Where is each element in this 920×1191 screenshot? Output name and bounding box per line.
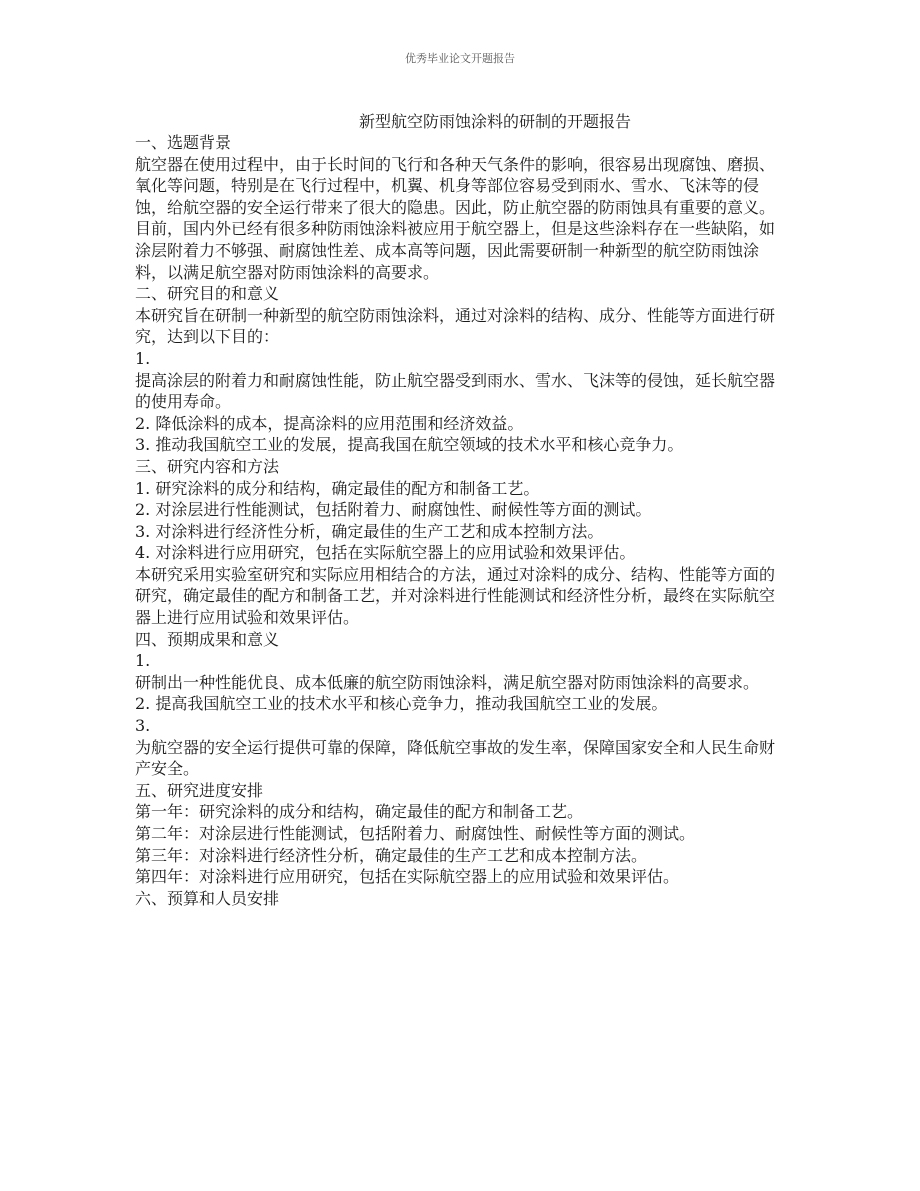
paragraph: 本研究旨在研制一种新型的航空防雨蚀涂料，通过对涂料的结构、成分、性能等方面进行研究，达到以下目的： <box>135 305 776 347</box>
list-item: 2. 提高我国航空工业的技术水平和核心竞争力，推动我国航空工业的发展。 <box>135 694 668 714</box>
paragraph: 本研究采用实验室研究和实际应用相结合的方法，通过对涂料的成分、结构、性能等方面的研究，确定最佳的配方和制备工艺，并对涂料进行性能测试和经济性分析，最终在实际航空器上进行应用试验和效果评估。 <box>135 564 776 628</box>
paragraph: 研制出一种性能优良、成本低廉的航空防雨蚀涂料，满足航空器对防雨蚀涂料的高要求。 <box>135 672 760 692</box>
paragraph: 提高涂层的附着力和耐腐蚀性能，防止航空器受到雨水、雪水、飞沫等的侵蚀，延长航空器的使用寿命。 <box>135 370 776 412</box>
list-item: 2. 降低涂料的成本，提高涂料的应用范围和经济效益。 <box>135 413 524 433</box>
section-heading: 一、选题背景 <box>135 133 232 152</box>
paragraph: 目前，国内外已经有很多种防雨蚀涂料被应用于航空器上，但是这些涂料存在一些缺陷，如涂层附着力不够强、耐腐蚀性差、成本高等问题，因此需要研制一种新型的航空防雨蚀涂料，以满足航空器对防雨蚀涂料的高要求。 <box>135 219 776 282</box>
list-number: 3. <box>135 716 151 736</box>
section-heading: 二、研究目的和意义 <box>135 284 280 304</box>
schedule-item: 第二年：对涂层进行性能测试，包括附着力、耐腐蚀性、耐候性等方面的测试。 <box>135 824 696 843</box>
schedule-item: 第一年：研究涂料的成分和结构，确定最佳的配方和制备工艺。 <box>135 802 584 822</box>
document-body <box>135 132 785 909</box>
document-title: 新型航空防雨蚀涂料的研制的开题报告 <box>358 112 631 131</box>
list-item: 3. 推动我国航空工业的发展，提高我国在航空领域的技术水平和核心竞争力。 <box>135 435 684 455</box>
running-header: 优秀毕业论文开题报告 <box>405 52 515 65</box>
schedule-item: 第三年：对涂料进行经济性分析，确定最佳的生产工艺和成本控制方法。 <box>135 845 648 865</box>
list-item: 3. 对涂料进行经济性分析，确定最佳的生产工艺和成本控制方法。 <box>135 521 604 541</box>
section-heading: 六、预算和人员安排 <box>135 888 280 908</box>
list-number: 1. <box>135 348 151 368</box>
schedule-item: 第四年：对涂料进行应用研究，包括在实际航空器上的应用试验和效果评估。 <box>135 867 680 887</box>
list-item: 1. 研究涂料的成分和结构，确定最佳的配方和制备工艺。 <box>135 478 540 498</box>
list-number: 1. <box>135 651 151 671</box>
section-heading: 四、预期成果和意义 <box>135 629 280 649</box>
list-item: 2. 对涂层进行性能测试，包括附着力、耐腐蚀性、耐候性等方面的测试。 <box>135 500 652 520</box>
section-heading: 五、研究进度安排 <box>135 780 264 800</box>
paragraph: 为航空器的安全运行提供可靠的保障，降低航空事故的发生率，保障国家安全和人民生命财产安全。 <box>135 737 776 779</box>
section-heading: 三、研究内容和方法 <box>135 456 280 476</box>
list-item: 4. 对涂料进行应用研究，包括在实际航空器上的应用试验和效果评估。 <box>135 543 636 563</box>
paragraph: 航空器在使用过程中，由于长时间的飞行和各种天气条件的影响，很容易出现腐蚀、磨损、氧化等问题，特别是在飞行过程中，机翼、机身等部位容易受到雨水、雪水、飞沫等的侵蚀，给航空器的安全运行带来了很大的隐患。因此，防止航空器的防雨蚀具有重要的意义。 <box>135 154 776 217</box>
